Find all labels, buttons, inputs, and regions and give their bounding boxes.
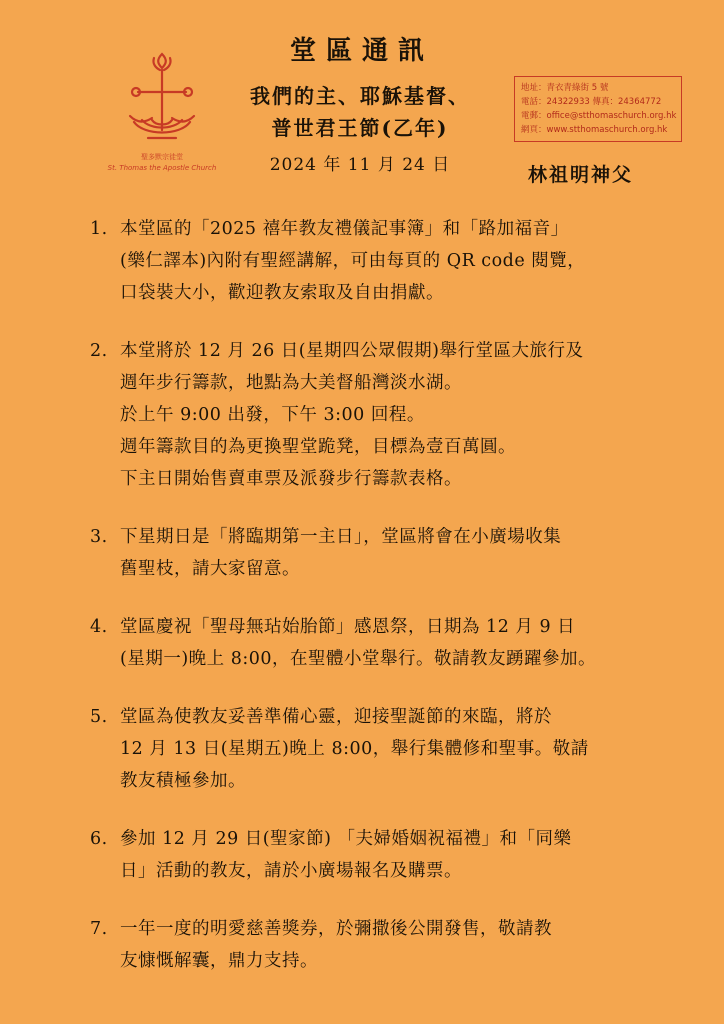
notice-line: 堂區為使教友妥善準備心靈，迎接聖誕節的來臨，將於 bbox=[120, 707, 552, 727]
notice-item bbox=[90, 701, 670, 797]
priest-name: 林祖明神父 bbox=[528, 164, 634, 186]
notice-line: (樂仁譯本)內附有聖經講解，可由每頁的 QR code 閱覽， bbox=[120, 251, 586, 271]
notice-number: 3. bbox=[90, 527, 108, 547]
contact-email: 電郵：office@stthomaschurch.org.hk bbox=[521, 111, 677, 121]
feast-title-line1: 我們的主、耶穌基督、 bbox=[250, 84, 470, 108]
notice-line: 一年一度的明愛慈善獎券，於彌撒後公開發售，敬請教 bbox=[120, 919, 552, 939]
notice-line: 於上午 9:00 出發，下午 3:00 回程。 bbox=[120, 405, 425, 425]
notice-line: 日」活動的教友，請於小廣場報名及購票。 bbox=[120, 861, 462, 881]
notice-item bbox=[90, 521, 670, 585]
church-logo bbox=[107, 50, 217, 172]
feast-title-line2: 普世君王節(乙年) bbox=[271, 116, 449, 140]
notice-line: 12 月 13 日(星期五)晚上 8:00，舉行集體修和聖事。敬請 bbox=[120, 739, 589, 759]
notice-number: 2. bbox=[90, 341, 108, 361]
notice-number: 6. bbox=[90, 829, 108, 849]
contact-box bbox=[514, 76, 682, 142]
notice-line: 教友積極參加。 bbox=[120, 771, 246, 791]
notice-list bbox=[90, 213, 670, 1003]
contact-website: 網頁：www.stthomaschurch.org.hk bbox=[521, 125, 668, 135]
contact-phone-fax: 電話：24322933 傳真：24364772 bbox=[521, 97, 662, 107]
notice-number: 4. bbox=[90, 617, 108, 637]
notice-line: 友慷慨解囊，鼎力支持。 bbox=[120, 951, 318, 971]
contact-address: 地址：青衣青綠街 5 號 bbox=[521, 83, 609, 93]
notice-item bbox=[90, 823, 670, 887]
notice-number: 1. bbox=[90, 219, 108, 239]
church-name-en: St. Thomas the Apostle Church bbox=[107, 164, 217, 172]
notice-line: 週年步行籌款，地點為大美督船灣淡水湖。 bbox=[120, 373, 462, 393]
notice-line: 口袋裝大小，歡迎教友索取及自由捐獻。 bbox=[120, 283, 444, 303]
church-name-zh: 聖多默宗徒堂 bbox=[141, 153, 183, 161]
notice-item bbox=[90, 913, 670, 977]
cross-icon bbox=[112, 50, 212, 150]
notice-line: 本堂將於 12 月 26 日(星期四公眾假期)舉行堂區大旅行及 bbox=[120, 341, 584, 361]
notice-number: 7. bbox=[90, 919, 108, 939]
issue-date: 2024 年 11 月 24 日 bbox=[269, 155, 451, 175]
notice-line: (星期一)晚上 8:00，在聖體小堂舉行。敬請教友踴躍參加。 bbox=[120, 649, 597, 669]
notice-line: 週年籌款目的為更換聖堂跪凳，目標為壹百萬圓。 bbox=[120, 437, 516, 457]
notice-item bbox=[90, 335, 670, 495]
notice-line: 參加 12 月 29 日(聖家節) 「夫婦婚姻祝福禮」和「同樂 bbox=[120, 829, 572, 849]
page-title: 堂區通訊 bbox=[289, 36, 434, 66]
notice-line: 堂區慶祝「聖母無玷始胎節」感恩祭，日期為 12 月 9 日 bbox=[120, 617, 576, 637]
notice-line: 下星期日是「將臨期第一主日」，堂區將會在小廣場收集 bbox=[120, 527, 562, 547]
notice-line: 下主日開始售賣車票及派發步行籌款表格。 bbox=[120, 469, 462, 489]
notice-item bbox=[90, 611, 670, 675]
notice-number: 5. bbox=[90, 707, 108, 727]
notice-line: 本堂區的「2025 禧年教友禮儀記事簿」和「路加福音」 bbox=[120, 219, 569, 239]
notice-item bbox=[90, 213, 670, 309]
notice-line: 舊聖枝，請大家留意。 bbox=[120, 559, 300, 579]
